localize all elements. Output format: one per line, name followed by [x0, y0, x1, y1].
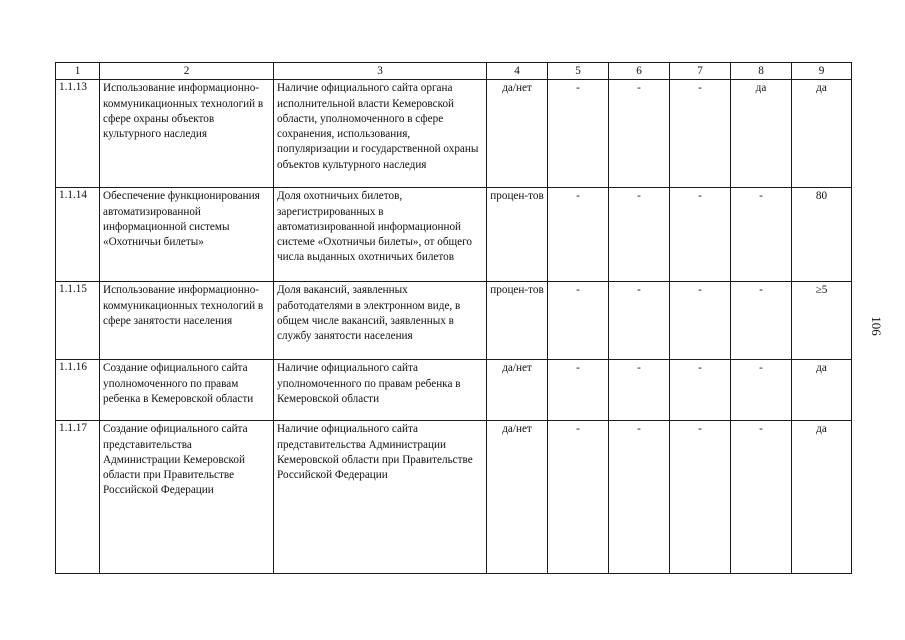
value-cell: да	[792, 421, 852, 574]
value-cell: -	[609, 188, 670, 282]
measure-name: Создание официального сайта уполномоченного по правам ребенка в Кемеровской области	[100, 360, 274, 421]
value-cell: -	[670, 80, 731, 188]
value-cell: да	[792, 80, 852, 188]
indicator-text: Наличие официального сайта органа исполнительной власти Кемеровской области, уполномоченного в сфере сохранения, использования, популяризации и государственной охраны объектов культурного наследия	[274, 80, 487, 188]
column-header: 8	[731, 63, 792, 80]
value-cell: -	[548, 188, 609, 282]
value-cell: -	[548, 421, 609, 574]
value-cell: -	[731, 188, 792, 282]
indicator-text: Наличие официального сайта уполномоченного по правам ребенка в Кемеровской области	[274, 360, 487, 421]
measure-name: Использование информационно-коммуникационных технологий в сфере занятости населения	[100, 282, 274, 360]
table-row	[56, 360, 852, 421]
unit-cell: да/нет	[487, 421, 548, 574]
measure-name: Создание официального сайта представительства Администрации Кемеровской области при Правительстве Российской Федерации	[100, 421, 274, 574]
unit-cell: процен-тов	[487, 282, 548, 360]
value-cell: да	[792, 360, 852, 421]
value-cell: -	[548, 282, 609, 360]
indicator-text: Наличие официального сайта представительства Администрации Кемеровской области при Правительстве Российской Федерации	[274, 421, 487, 574]
value-cell: -	[670, 282, 731, 360]
row-number: 1.1.16	[56, 360, 100, 421]
row-number: 1.1.15	[56, 282, 100, 360]
value-cell: -	[609, 360, 670, 421]
measure-name: Использование информационно-коммуникационных технологий в сфере охраны объектов культурного наследия	[100, 80, 274, 188]
unit-cell: да/нет	[487, 360, 548, 421]
value-cell: ≥5	[792, 282, 852, 360]
value-cell: -	[548, 80, 609, 188]
measure-name: Обеспечение функционирования автоматизированной информационной системы «Охотничьи билеты»	[100, 188, 274, 282]
value-cell: -	[731, 421, 792, 574]
row-number: 1.1.17	[56, 421, 100, 574]
page-number: 106	[868, 316, 884, 336]
value-cell: -	[731, 360, 792, 421]
indicator-text: Доля охотничьих билетов, зарегистрированных в автоматизированной информационной системе «Охотничьи билеты», от общего числа выданных охотничьих билетов	[274, 188, 487, 282]
value-cell: -	[609, 421, 670, 574]
header-row	[56, 63, 852, 80]
table-row	[56, 188, 852, 282]
value-cell: да	[731, 80, 792, 188]
row-number: 1.1.13	[56, 80, 100, 188]
value-cell: -	[731, 282, 792, 360]
table-row	[56, 80, 852, 188]
column-header: 1	[56, 63, 100, 80]
column-header: 7	[670, 63, 731, 80]
column-header: 6	[609, 63, 670, 80]
column-header: 4	[487, 63, 548, 80]
value-cell: 80	[792, 188, 852, 282]
indicator-table	[55, 62, 852, 574]
value-cell: -	[670, 360, 731, 421]
indicator-text: Доля вакансий, заявленных работодателями в электронном виде, в общем числе вакансий, заявленных в службу занятости населения	[274, 282, 487, 360]
value-cell: -	[548, 360, 609, 421]
column-header: 9	[792, 63, 852, 80]
unit-cell: да/нет	[487, 80, 548, 188]
column-header: 2	[100, 63, 274, 80]
table-row	[56, 282, 852, 360]
value-cell: -	[609, 80, 670, 188]
unit-cell: процен-тов	[487, 188, 548, 282]
value-cell: -	[609, 282, 670, 360]
column-header: 3	[274, 63, 487, 80]
table-row	[56, 421, 852, 574]
value-cell: -	[670, 421, 731, 574]
value-cell: -	[670, 188, 731, 282]
row-number: 1.1.14	[56, 188, 100, 282]
column-header: 5	[548, 63, 609, 80]
